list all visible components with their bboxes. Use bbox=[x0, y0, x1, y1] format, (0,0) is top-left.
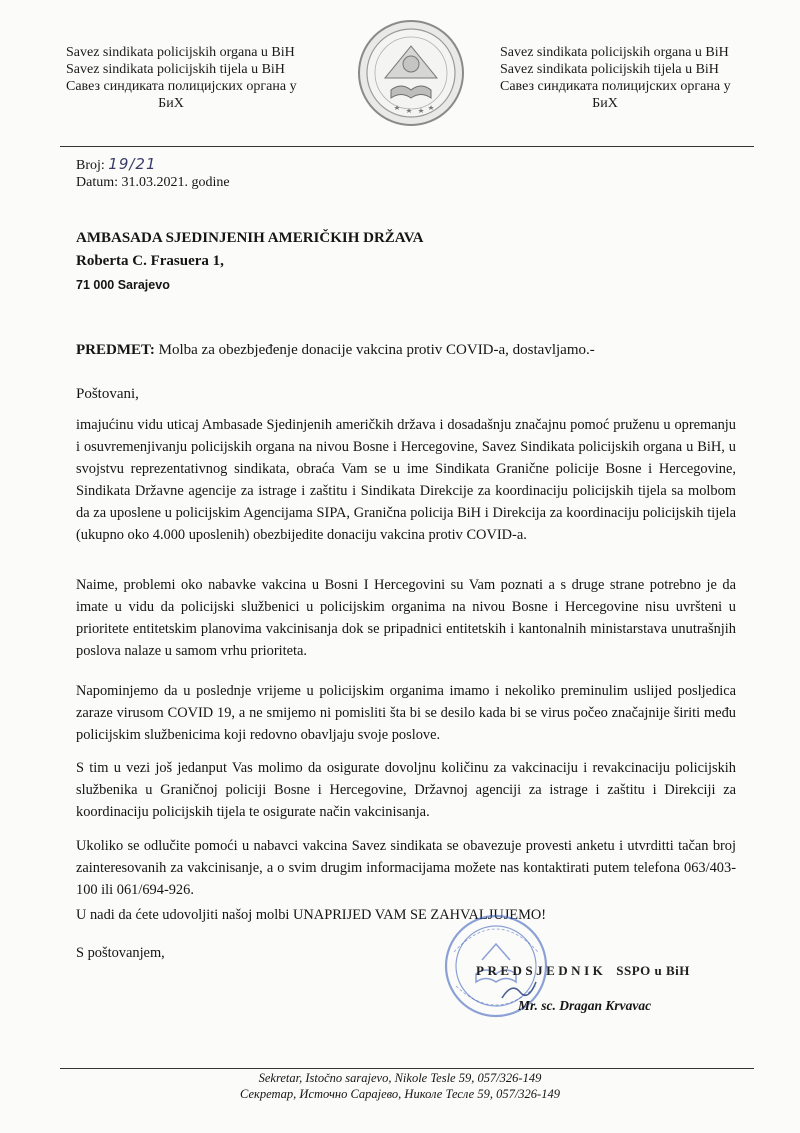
body-paragraph-3: Napominjemo da u poslednje vrijeme u policijskim organima imamo i nekoliko preminulim uslijed posljedica zaraze virusom COVID 19, a ne smijemo ni pomisliti šta bi se desilo kada bi se virus počeo značajnije širiti među policijskim službenicima koji redovno obavljaju svoje poslove. bbox=[76, 683, 736, 743]
footer-address-cyrillic: Секретар, Источно Сарајево, Николе Тесле 59, 057/326-149 bbox=[240, 1087, 560, 1101]
signature-org: SSPO u BiH bbox=[616, 963, 690, 978]
salutation: Poštovani, bbox=[76, 386, 139, 402]
recipient-name: AMBASADA SJEDINJENIH AMERIČKIH DRŽAVA bbox=[76, 230, 424, 246]
subject-line bbox=[76, 342, 595, 359]
recipient-street: Roberta C. Frasuera 1, bbox=[76, 253, 224, 269]
letterhead-right-line-2: Savez sindikata policijskih tijela u BiH bbox=[500, 62, 719, 77]
body-paragraph-6: U nadi da ćete udovoljiti našoj molbi UNAPRIJED VAM SE ZAHVALJUJEMO! bbox=[76, 907, 547, 923]
letterhead-right-line-4: БиХ bbox=[592, 96, 618, 111]
footer-divider bbox=[60, 1068, 754, 1069]
reference-number-value: 19/21 bbox=[108, 155, 157, 173]
signature-role: PREDSJEDNIK bbox=[476, 963, 607, 978]
letterhead-right-line-3: Савез синдиката полицијских органа у bbox=[500, 79, 731, 94]
body-paragraph-2: Naime, problemi oko nabavke vakcina u Bosni I Hercegovini su Vam poznati a s druge strane potrebno je da imate u vidu da policijski službenici u policijskim organima na nivou Bosne i Hercegovine nisu uvršteni u prioritete entitetskim planovima vakcinisanja dok se pripadnici entitetskih i kantonalnih ministarstava unutrašnjih poslova nalaze u samom vrhu prioriteta. bbox=[76, 577, 736, 659]
reference-date-label: Datum: bbox=[76, 175, 118, 190]
subject-text: Molba za obezbjeđenje donacije vakcina protiv COVID-a, dostavljamo.- bbox=[158, 342, 595, 358]
body-paragraph-1: imajućinu vidu uticaj Ambasade Sjedinjenih američkih država i dosadašnju značajnu pomoć pruženu u opremanju i osuvremenjivanju policijskih organa na nivou Bosne i Hercegovine, Savez Sindikata policijskih organa u BiH, u svojstvu reprezentativnog sindikata, obraća Vam se u ime Sindikata Granične policije Bosne i Hercegovine, Sindikata Državne agencije za istrage i zaštitu i Sindikata Direkcije za koordinaciju policijskih tijela sa molbom da za uposlene u policijskim Agencijama SIPA, Granična policija BiH i Direkcija za koordinaciju policijskih tijela (ukupno oko 4.000 uposlenih) obezbijedite donaciju vakcina protiv COVID-a. bbox=[76, 417, 736, 543]
reference-number bbox=[76, 155, 157, 175]
header-divider bbox=[60, 146, 754, 147]
signature-title bbox=[476, 963, 690, 979]
subject-label: PREDMET: bbox=[76, 342, 155, 358]
signature-name: Mr. sc. Dragan Krvavac bbox=[518, 998, 652, 1013]
reference-date-value: 31.03.2021. godine bbox=[121, 175, 230, 190]
recipient-city: 71 000 Sarajevo bbox=[76, 278, 170, 292]
letterhead-left-line-3: Савез синдиката полицијских органа у bbox=[66, 79, 297, 94]
body-paragraph-5: Ukoliko se odlučite pomoći u nabavci vakcina Savez sindikata se obavezuje provesti anketu i utvrditti tačan broj zainteresovanih za vakcinisanje, a o svim drugim informacijama možete nas kontaktirati putem telefona 063/403-100 ili 061/694-926. bbox=[76, 838, 736, 898]
union-logo-icon bbox=[355, 18, 467, 128]
letterhead-left bbox=[66, 44, 297, 112]
footer-address-latin: Sekretar, Istočno sarajevo, Nikole Tesle 59, 057/326-149 bbox=[258, 1071, 542, 1085]
letterhead-left-line-4: БиХ bbox=[158, 96, 184, 111]
closing-line: S poštovanjem, bbox=[76, 945, 165, 961]
reference-number-label: Broj: bbox=[76, 158, 105, 173]
reference-date bbox=[76, 174, 230, 192]
letterhead-left-line-2: Savez sindikata policijskih tijela u BiH bbox=[66, 62, 285, 77]
letterhead-right-line-1: Savez sindikata policijskih organa u BiH bbox=[500, 45, 729, 60]
letterhead-left-line-1: Savez sindikata policijskih organa u BiH bbox=[66, 45, 295, 60]
body-paragraph-4: S tim u vezi još jedanput Vas molimo da osigurate dovoljnu količinu za vakcinaciju i revakcinaciju policijskih službenika u Graničnoj policiji Bosne i Hercegovine, Državnoj agenciji za istrage i zaštitu i Direkciji za koordinaciju policijskih tijela te osigurate način vakcinisanja. bbox=[76, 760, 736, 820]
letterhead-right bbox=[500, 44, 731, 112]
